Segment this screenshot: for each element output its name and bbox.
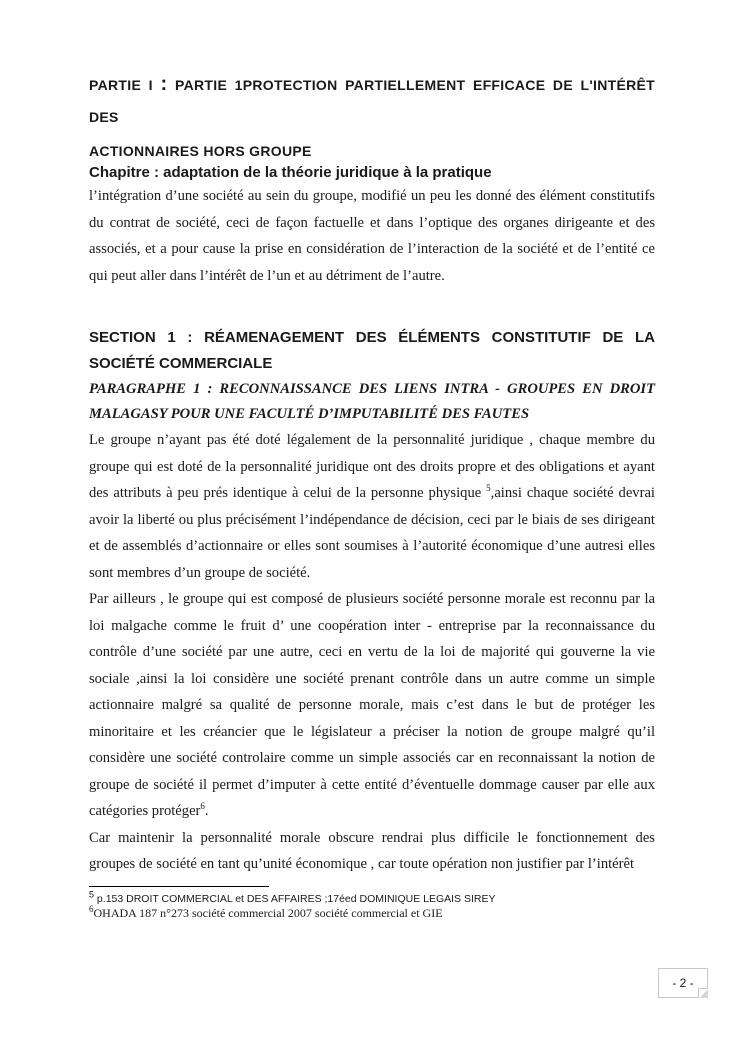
footnote-5 bbox=[89, 889, 496, 906]
body-paragraph-1-text-b: ,ainsi chaque société devrai avoir la liberté ou plus précisément l’indépendance de décision, ceci par le biais de ses dirigeant et de assemblés d’actionnaire or elles sont soumises à l’autorité économique d’une autresi elles sont membres d’un groupe de société. bbox=[89, 485, 655, 581]
page-content bbox=[89, 68, 655, 878]
body-paragraph-2-text-a: Par ailleurs , le groupe qui est composé de plusieurs société personne morale est reconnu par la loi malgache comme le fruit d’ une coopération inter - entreprise par la reconnaissance du contrôle d’une société par une autre, ceci en vertu de la loi de majorité qui gouverne la vie sociale ,ainsi la loi considère une société prenant contrôle dans un autre comme un simple actionnaire malgré sa qualité de personne morale, mais c’est dans le but de protéger les minoritaire et les créancier que le législateur a préciser la notion de groupe malgré qu’il considère une société controlaire comme un simple associés car en reconnaissant la notion de groupe de société il permet d’imputer à cette entité d’éventuelle dommage causer par elle aux catégories protéger bbox=[89, 591, 655, 819]
partie-heading bbox=[89, 68, 655, 133]
partie-title-line2: ACTIONNAIRES HORS GROUPE bbox=[89, 143, 312, 159]
page-corner-fold bbox=[698, 988, 708, 998]
paragraphe-heading: PARAGRAPHE 1 : RECONNAISSANCE DES LIENS INTRA - GROUPES EN DROIT MALAGASY POUR UNE FACULTÉ D’IMPUTABILITÉ DES FAUTES bbox=[89, 381, 655, 422]
body-paragraph-3: Car maintenir la personnalité morale obscure rendrai plus difficile le fonctionnement des groupes de société en tant qu’unité économique , car toute opération non justifier par l’intérêt bbox=[89, 829, 655, 872]
page-number: - 2 - bbox=[672, 976, 694, 990]
footnote-ref-6[interactable]: 6 bbox=[200, 801, 205, 812]
footnote-5-text: p.153 DROIT COMMERCIAL et DES AFFAIRES ;17éed DOMINIQUE LEGAIS SIREY bbox=[94, 893, 496, 905]
partie-colon: : bbox=[160, 73, 168, 95]
chapitre-label: Chapitre bbox=[89, 164, 150, 181]
body-paragraph-1 bbox=[89, 427, 655, 586]
footnote-ref-5[interactable]: 5 bbox=[486, 483, 491, 494]
footnote-5-number: 5 bbox=[89, 889, 95, 900]
footnote-divider bbox=[89, 886, 269, 887]
chapitre-title: : adaptation de la théorie juridique à la pratique bbox=[149, 164, 492, 181]
chapitre-heading bbox=[89, 163, 655, 183]
body-paragraph-2 bbox=[89, 586, 655, 825]
footnote-6 bbox=[89, 906, 443, 920]
partie-title-line1: PARTIE 1PROTECTION PARTIELLEMENT EFFICACE DE L'INTÉRÊT DES bbox=[89, 77, 655, 125]
body-paragraph-1-text-a: Le groupe n’ayant pas été doté légalement de la personnalité juridique , chaque membre du groupe qui est doté de la personnalité juridique ont des droits propre et des obligations et ayant des attributs à peu prés identique à celui de la personne physique bbox=[89, 432, 655, 501]
intro-paragraph: l’intégration d’une société au sein du groupe, modifié un peu les donné des élément constitutifs du contrat de société, ceci de façon factuelle et dans l’optique des organes dirigeante et des associés, et a pour cause la prise en considération de l’interaction de la société et de l’entité ce qui peut aller dans l’intérêt de l’un et au détriment de l’autre. bbox=[89, 188, 655, 284]
page-number-box bbox=[658, 968, 708, 998]
section-heading: SECTION 1 : RÉAMENAGEMENT DES ÉLÉMENTS CONSTITUTIF DE LA SOCIÉTÉ COMMERCIALE bbox=[89, 329, 655, 372]
footnote-6-text: OHADA 187 n°273 société commercial 2007 société commercial et GIE bbox=[93, 906, 443, 920]
partie-label: PARTIE I bbox=[89, 77, 153, 93]
body-paragraph-2-text-b: . bbox=[204, 803, 209, 819]
footnote-6-number: 6 bbox=[89, 904, 94, 914]
